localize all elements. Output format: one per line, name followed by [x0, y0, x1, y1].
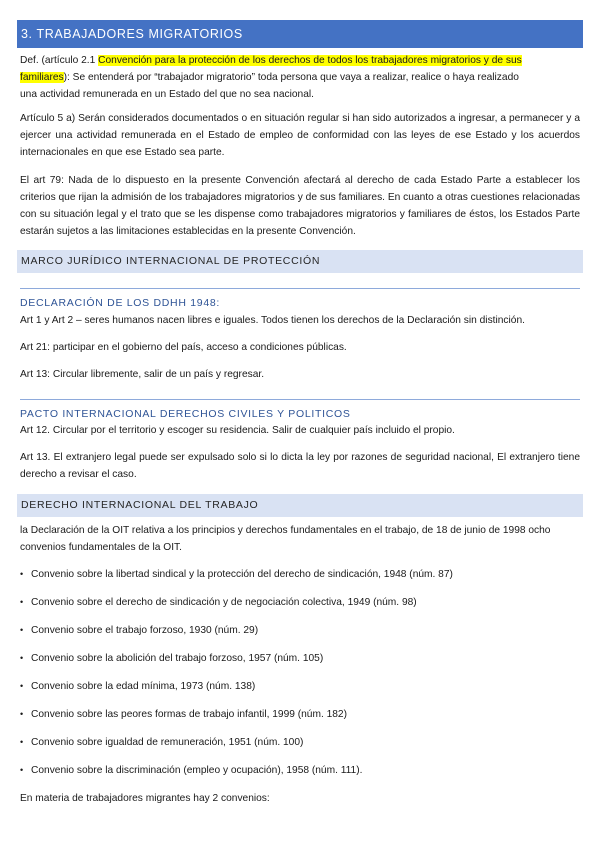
convenio-list-item: • Convenio sobre la libertad sindical y la protección del derecho de sindicación, 1948 (núm. 87)	[20, 566, 580, 583]
ddhh-art-21: Art 21: participar en el gobierno del país, acceso a condiciones públicas.	[20, 342, 347, 353]
convenio-list-item: • Convenio sobre las peores formas de trabajo infantil, 1999 (núm. 182)	[20, 706, 580, 723]
highlighted-convention-title: Convención para la protección de los derechos de todos los trabajadores migratorios y de sus	[98, 55, 522, 66]
section-heading-trabajadores-migratorios: 3. TRABAJADORES MIGRATORIOS	[17, 20, 583, 48]
convenio-list-item: • Convenio sobre la abolición del trabajo forzoso, 1957 (núm. 105)	[20, 650, 580, 667]
ddhh-art-13: Art 13: Circular libremente, salir de un país y regresar.	[20, 369, 265, 380]
convenio-list-item: • Convenio sobre la discriminación (empleo y ocupación), 1958 (núm. 111).	[20, 762, 580, 779]
convenio-list-item: • Convenio sobre el derecho de sindicación y de negociación colectiva, 1949 (núm. 98)	[20, 594, 580, 611]
highlighted-familiares: familiares	[20, 72, 64, 83]
subheading-pacto-internacional: PACTO INTERNACIONAL DERECHOS CIVILES Y POLITICOS	[20, 399, 580, 421]
definition-prefix: Def. (artículo 2.1	[20, 55, 99, 66]
pacto-art-12: Art 12. Circular por el territorio y escoger su residencia. Salir de cualquier país incluido el propio.	[20, 425, 455, 436]
pacto-art-13: Art 13. El extranjero legal puede ser expulsado solo si lo dicta la ley por razones de seguridad nacional, El extranjero tiene derecho a revisar el caso.	[20, 452, 580, 480]
oit-intro-paragraph: la Declaración de la OIT relativa a los principios y derechos fundamentales en el trabajo, de 18 de junio de 1998 ocho convenios fundamentales de la OIT.	[20, 525, 551, 553]
definition-text: ): Se entenderá por “trabajador migratorio” toda persona que vaya a realizar, realice o haya realizado	[63, 72, 519, 83]
convenio-list-item: • Convenio sobre igualdad de remuneración, 1951 (núm. 100)	[20, 734, 580, 751]
subheading-declaracion-ddhh: DECLARACIÓN DE LOS DDHH 1948:	[20, 288, 580, 310]
section-heading-marco-juridico: MARCO JURÍDICO INTERNACIONAL DE PROTECCIÓN	[17, 250, 583, 273]
bullet-icon: •	[20, 625, 24, 635]
convenio-list-item: • Convenio sobre el trabajo forzoso, 1930 (núm. 29)	[20, 622, 580, 639]
closing-paragraph: En materia de trabajadores migrantes hay 2 convenios:	[20, 793, 270, 804]
ddhh-art-1-2: Art 1 y Art 2 – seres humanos nacen libres e iguales. Todos tienen los derechos de la Declaración sin distinción.	[20, 315, 525, 326]
bullet-icon: •	[20, 653, 24, 663]
bullet-icon: •	[20, 709, 24, 719]
bullet-icon: •	[20, 681, 24, 691]
section-heading-derecho-trabajo: DERECHO INTERNACIONAL DEL TRABAJO	[17, 494, 583, 517]
bullet-icon: •	[20, 569, 24, 579]
art-79-paragraph: El art 79: Nada de lo dispuesto en la presente Convención afectará al derecho de cada Estado Parte a establecer los criterios que rijan la admisión de los trabajadores migratorios y de sus familiares. En cuanto a otras cuestiones relacionadas con su situación legal y el trato que se les dispense como trabajadores migratorios y familiares de éstos, los Estados Parte estarán sujetos a las limitaciones establecidas en la presente Convención.	[20, 175, 580, 237]
bullet-icon: •	[20, 765, 24, 775]
convenio-list-item: • Convenio sobre la edad mínima, 1973 (núm. 138)	[20, 678, 580, 695]
bullet-icon: •	[20, 597, 24, 607]
bullet-icon: •	[20, 737, 24, 747]
definition-paragraph	[20, 52, 580, 103]
articulo-5-paragraph: Artículo 5 a) Serán considerados documentados o en situación regular si han sido autorizados a ingresar, a permanecer y a ejercer una actividad remunerada en el Estado de empleo de conformidad con las leyes de ese Estado y los acuerdos internacionales en que ese Estado sea parte.	[20, 113, 580, 158]
definition-text-end: una actividad remunerada en un Estado del que no sea nacional.	[20, 89, 314, 100]
